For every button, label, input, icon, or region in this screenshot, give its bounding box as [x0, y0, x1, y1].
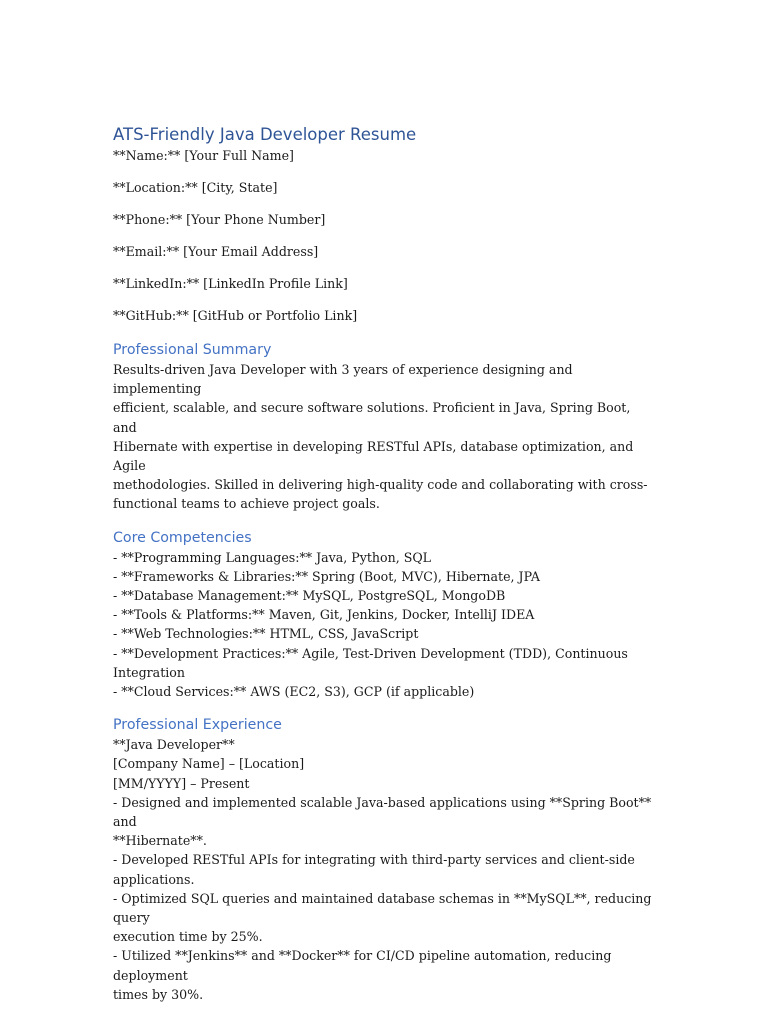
- contact-github: **GitHub:** [GitHub or Portfolio Link]: [113, 308, 358, 323]
- experience-item: - Developed RESTful APIs for integrating with third-party services and client-side: [113, 852, 635, 868]
- competency-item: - **Programming Languages:** Java, Python, SQL: [113, 549, 432, 565]
- contact-name: **Name:** [Your Full Name]: [113, 148, 294, 163]
- contact-email: **Email:** [Your Email Address]: [113, 244, 319, 259]
- competency-item: - **Tools & Platforms:** Maven, Git, Jenkins, Docker, IntelliJ IDEA: [113, 607, 535, 623]
- job-title: **Java Developer**: [113, 737, 235, 753]
- document-title: ATS-Friendly Java Developer Resume: [113, 125, 417, 144]
- experience-item-continuation: applications.: [113, 871, 195, 887]
- competencies-section: [113, 528, 658, 702]
- experience-item: - Designed and implemented scalable Java-based applications using **Spring Boot** and: [113, 794, 652, 830]
- summary-line: methodologies. Skilled in delivering high-quality code and collaborating with cross-: [113, 477, 648, 493]
- experience-section: [113, 715, 658, 1004]
- experience-item: - Utilized **Jenkins** and **Docker** for CI/CD pipeline automation, reducing deployment: [113, 948, 612, 983]
- competency-item-continuation: Integration: [113, 664, 185, 680]
- summary-line: Results-driven Java Developer with 3 years of experience designing and implementing: [113, 362, 573, 397]
- competency-item: - **Development Practices:** Agile, Test-Driven Development (TDD), Continuous: [113, 645, 628, 661]
- summary-section: [113, 340, 658, 514]
- competency-item: - **Database Management:** MySQL, PostgreSQL, MongoDB: [113, 588, 506, 604]
- summary-line: efficient, scalable, and secure software solutions. Proficient in Java, Spring Boot, and: [113, 400, 631, 435]
- job-dates: [MM/YYYY] – Present: [113, 775, 250, 791]
- competencies-heading: Core Competencies: [113, 529, 252, 546]
- summary-line: functional teams to achieve project goals.: [113, 496, 380, 512]
- contact-block: [113, 146, 658, 325]
- contact-linkedin: **LinkedIn:** [LinkedIn Profile Link]: [113, 276, 348, 291]
- experience-item: - Optimized SQL queries and maintained database schemas in **MySQL**, reducing query: [113, 890, 652, 926]
- experience-item-continuation: execution time by 25%.: [113, 929, 263, 945]
- summary-heading: Professional Summary: [113, 342, 272, 358]
- competency-item: - **Frameworks & Libraries:** Spring (Boot, MVC), Hibernate, JPA: [113, 568, 540, 584]
- contact-phone: **Phone:** [Your Phone Number]: [113, 212, 326, 227]
- competency-item: - **Cloud Services:** AWS (EC2, S3), GCP (if applicable): [113, 684, 475, 700]
- contact-location: **Location:** [City, State]: [113, 180, 278, 195]
- experience-item-continuation: **Hibernate**.: [113, 833, 207, 849]
- job-company: [Company Name] – [Location]: [113, 756, 305, 772]
- competency-item: - **Web Technologies:** HTML, CSS, JavaScript: [113, 626, 419, 642]
- experience-heading: Professional Experience: [113, 717, 282, 734]
- summary-line: Hibernate with expertise in developing RESTful APIs, database optimization, and Agile: [113, 438, 634, 474]
- resume-body: [113, 124, 658, 1018]
- experience-item-continuation: times by 30%.: [113, 986, 204, 1002]
